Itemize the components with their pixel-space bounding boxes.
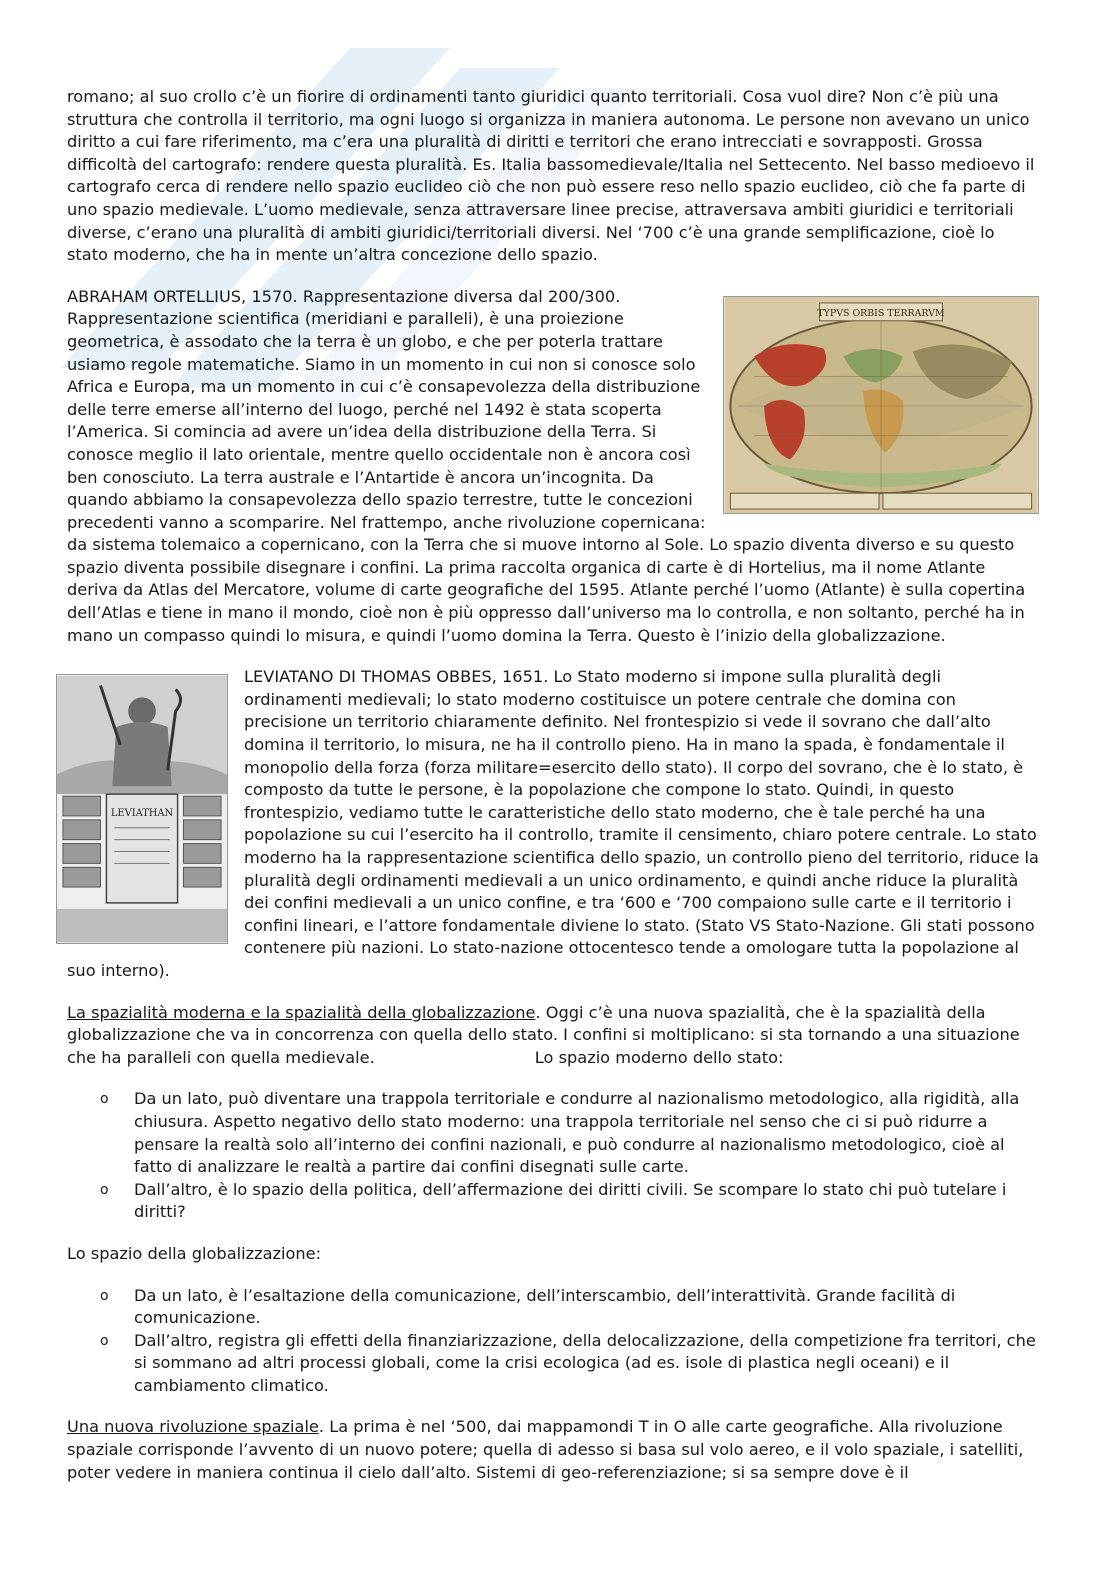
paragraph-rivoluzione [67,1416,1039,1484]
list-item: o Da un lato, è l’esaltazione della comunicazione, dell’interscambio, dell’interattività. Grande facilità di comunicazione. [100,1285,956,1328]
bullet-marker: o [100,1287,109,1304]
section-ortellius [67,286,1039,648]
paragraph-ortellius: ABRAHAM ORTELLIUS, 1570. Rappresentazione diversa dal 200/300. Rappresentazione scientifica (meridiani e paralleli), è una proiezione geometrica, è assodato che la terra è un globo, e che per poterla trattare usiamo regole matematiche. Siamo in un momento in cui non si conosce solo Africa e Europa, ma un momento in cui c’è consapevolezza della distribuzione delle terre emerse all’interno del luogo, perché nel 1492 è stata scoperta l’America. Si comincia ad avere un’idea della distribuzione della Terra. Si conosce meglio il lato orientale, mentre quello occidentale non è ancora così ben conosciuto. La terra australe e l’Antartide è ancora un’incognita. Da quando abbiamo la consapevolezza dello spazio terrestre, tutte le concezioni precedenti vanno a scomparire. Nel frattempo, anche rivoluzione copernicana: da sistema tolemaico a copernicano, con la Terra che si muove intorno al Sole. Lo spazio diventa diverso e su questo spazio diventa possibile disegnare i confini. La prima raccolta organica di carte è di Hortelius, ma il nome Atlante deriva da Atlas del Mercatore, volume di carte geografiche del 1595. Atlante perché l’uomo (Atlante) è sulla copertina dell’Atlas e tiene in mano il mondo, cioè non è più oppresso dall’universo ma lo controlla, e non soltanto, perché ha in mano un compasso quindi lo misura, e quindi l’uomo domina la Terra. Questo è l’inizio della globalizzazione. [67,286,1026,645]
bullet-marker: o [100,1091,109,1108]
leviathan-frontispiece-image [56,674,228,944]
paragraph-spazialita-tail: Lo spazio moderno dello stato: [534,1047,784,1067]
bullet-marker: o [100,1332,109,1349]
paragraph-globalizzazione: Lo spazio della globalizzazione: [67,1243,322,1263]
leviathan-title-text: LEVIATHAN [110,808,174,820]
document-page [67,86,1039,1503]
heading-rivoluzione: Una nuova rivoluzione spaziale [67,1417,319,1437]
bullet-marker: o [100,1181,109,1198]
paragraph-intro: romano; al suo crollo c’è un fiorire di ordinamenti tanto giuridici quanto territoriali. Cosa vuol dire? Non c’è più una struttura che controlla il territorio, ma ogni luogo si organizza in maniera autonoma. Le persone non avevano un unico diritto a cui fare riferimento, ma c’era una pluralità di diritti e territori che erano intrecciati e sovrapposti. Grossa difficoltà del cartografo: rendere questa pluralità. Es. Italia bassomedievale/Italia nel Settecento. Nel basso medioevo il cartografo cerca di rendere nello spazio euclideo ciò che non può essere reso nello spazio euclideo, ciò che fa parte di uno spazio medievale. L’uomo medievale, senza attraversare linee precise, attraversava ambiti giuridici e territoriali diverse, c’erano una pluralità di ambiti giuridici/territoriali diversi. Nel ‘700 c’è una grande semplificazione, cioè lo stato moderno, che ha in mente un’altra concezione dello spazio. [67,87,1035,265]
paragraph-leviatano: LEVIATANO DI THOMAS OBBES, 1651. Lo Stato moderno si impone sulla pluralità degli ordinamenti medievali; lo stato moderno costituisce un potere centrale che domina con precisione un territorio chiaramente definito. Nel frontespizio si vede il sovrano che dall’alto domina il territorio, lo misura, ne ha il controllo pieno. Ha in mano la spada, è fondamentale il monopolio della forza (forza militare=esercito dello stato). Il corpo del sovrano, che è lo stato, è composto da tutte le persone, è la popolazione che compone lo stato. Quindi, in questo frontespizio, vediamo tutte le caratteristiche dello stato moderno, che è tale perché ha una popolazione su cui l’esercito ha il controllo, tramite il censimento, chiaro potere centrale. Lo stato moderno ha la rappresentazione scientifica dello spazio, un controllo pieno del territorio, riduce la pluralità degli ordinamenti medievali a un unico ordinamento, e quindi anche riduce la pluralità dei confini medievali a un unico confine, e tra ‘600 e ‘700 compaiono sulle carte e il territorio i confini lineari, e l’attore fondamentale diviene lo stato. (Stato VS Stato-Nazione. Gli stati possono contenere più nazioni. Lo stato-nazione ottocentesco tende a omologare tutta la popolazione al suo interno). [67,667,1039,980]
list-item: o Dall’altro, è lo spazio della politica, dell’affermazione dei diritti civili. Se scompare lo stato chi può tutelare i diritti? [100,1179,1007,1222]
paragraph-rivoluzione-text: . La prima è nel ‘500, dai mappamondi T in O alle carte geografiche. Alla rivoluzione spaziale corrisponde l’avvento di un nuovo potere; quella di adesso si basa sul volo aereo, e il volo spaziale, i satelliti, poter vedere in maniera continua il cielo dall’alto. Sistemi di geo-referenziazione; si sa sempre dove è il [67,1417,1024,1482]
list-spazio-moderno [67,1088,1039,1224]
list-item: o Da un lato, può diventare una trappola territoriale e condurre al nazionalismo metodologico, alla rigidità, alla chiusura. Aspetto negativo dello stato moderno: una trappola territoriale nel senso che ci si può ridurre a pensare la realtà solo all’interno dei confini nazionali, e può condurre al nazionalismo metodologico, cioè al fatto di analizzare le realtà a partire dai confini disegnati sulle carte. [100,1089,1020,1177]
section-leviatano [67,666,1039,982]
ortelius-world-map-image [723,296,1039,514]
list-spazio-globalizzazione [67,1285,1039,1398]
paragraph-spazialita [67,1002,1039,1070]
list-item: o Dall’altro, registra gli effetti della finanziarizzazione, della delocalizzazione, della competizione fra territori, che si sommano ad altri processi globali, come la crisi ecologica (ad es. isole di plastica negli oceani) e il cambiamento climatico. [100,1330,1036,1395]
paragraph-spazialita-text: . Oggi c’è una nuova spazialità, che è la spazialità della globalizzazione che va in concorrenza con quella dello stato. I confini si moltiplicano: si sta tornando a una situazione che ha paralleli con quella medievale. [67,1002,1020,1067]
map-title-text: TYPVS ORBIS TERRARVM [817,307,945,319]
heading-spazialita: La spazialità moderna e la spazialità della globalizzazione [67,1002,536,1022]
